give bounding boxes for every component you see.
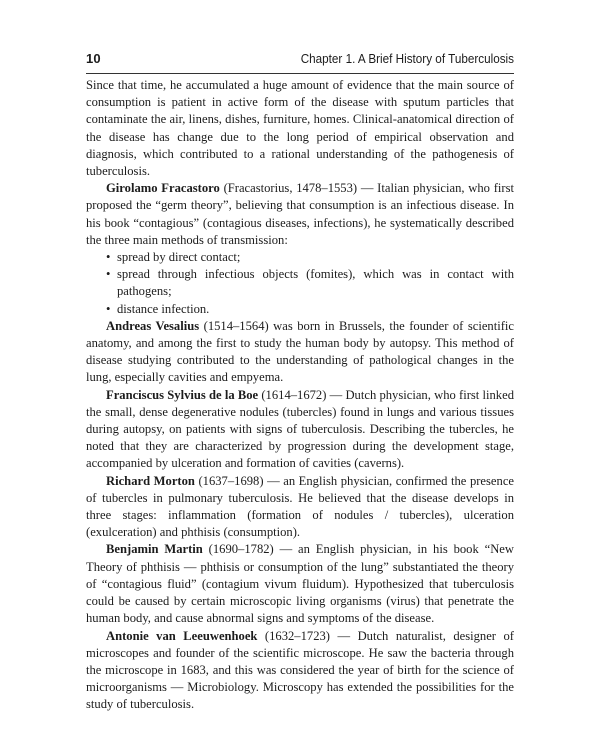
paragraph-text: (1614–1672) — Dutch physician, who first linked the small, dense degenerative nodules (tubercles) found in lungs and various tissues during autopsy, on patients with signs of tuberculosis. Describing the tubercles, he noted that they are characterized by progression during the development stage, accompanied by ulceration and formation of cavities (caverns).: [86, 387, 514, 471]
header-rule: [86, 73, 514, 74]
paragraph-lead: Girolamo Fracastoro: [106, 181, 220, 196]
paragraph-fracastoro: [86, 180, 514, 249]
running-header: [86, 51, 514, 71]
paragraph-text: (1637–1698) — an English physician, confirmed the presence of tubercles in pulmonary tuberculosis. He believed that the disease develops in three stages: inflammation (formation of nodules / tubercles), ulceration (exulceration) and phthisis (consumption).: [86, 473, 514, 540]
page-number: 10: [86, 51, 101, 66]
list-item: • distance infection.: [106, 301, 514, 318]
paragraph-lead: Franciscus Sylvius de la Boe: [106, 387, 259, 402]
transmission-list: [86, 249, 514, 318]
paragraph-lead: Benjamin Martin: [106, 542, 203, 557]
paragraph-text: (1690–1782) — an English physician, in his book “New Theory of phthisis — phthisis or consumption of the lung” substantiated the theory of “contagious fluid” (contagium vivum fluidum). Hypothesized that tuberculosis could be caused by certain microscopic living organisms (virus) that penetrate the human body, and cause abnormal signs and symptoms of the disease.: [86, 542, 514, 626]
paragraph-sylvius: [86, 387, 514, 473]
paragraph-leeuwenhoek: [86, 628, 514, 714]
paragraph-morton: [86, 473, 514, 542]
list-item: • spread by direct contact;: [106, 249, 514, 266]
paragraph-text: (1514–1564) was born in Brussels, the founder of scientific anatomy, and among the first to study the human body by autopsy. This method of disease studying contributed to the understanding of pathological changes in the lung, especially cavities and empyema.: [86, 318, 514, 385]
paragraph-text: (Fracastorius, 1478–1553) — Italian physician, who first proposed the “germ theory”, believing that consumption is an infectious disease. In his book “contagious” (contagious diseases, infections), he systematically described the three main methods of transmission:: [86, 181, 515, 247]
paragraph-germ-evidence: [86, 77, 514, 180]
paragraph-lead: Antonie van Leeuwenhoek: [106, 628, 258, 643]
paragraph-lead: Andreas Vesalius: [106, 318, 200, 333]
paragraph-text: (1632–1723) — Dutch naturalist, designer of microscopes and founder of the scientific microscope. He saw the bacteria through the microscope in 1683, and this was considered the year of birth for the science of microorganisms — Microbiology. Microscopy has extended the possibilities for the study of tuberculosis.: [86, 628, 514, 712]
chapter-title: Chapter 1. A Brief History of Tuberculosis: [300, 51, 514, 66]
paragraph-text: Since that time, he accumulated a huge amount of evidence that the main source of consumption is patient in active form of the disease with sputum particles that contaminate the air, linens, dishes, furniture, homes. Clinical-anatomical direction of the disease has change due to the long period of empirical observation and diagnosis, which contributed to a rational understanding of the pathogenesis of tuberculosis.: [86, 78, 514, 179]
paragraph-lead: Richard Morton: [106, 473, 195, 488]
paragraph-vesalius: [86, 318, 514, 387]
list-item: • spread through infectious objects (fomites), which was in contact with pathogens;: [106, 266, 514, 300]
body-text: [86, 77, 514, 714]
paragraph-martin: [86, 541, 514, 627]
